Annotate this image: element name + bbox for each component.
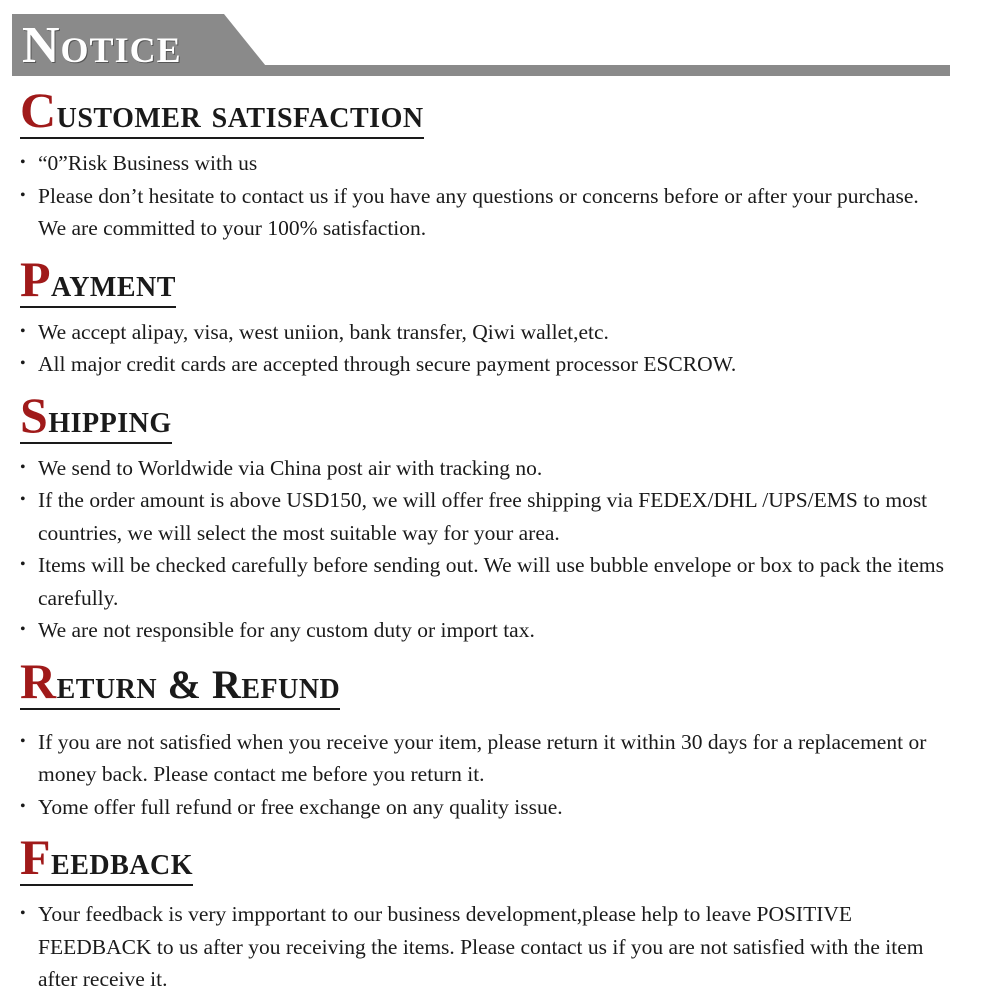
list-item: • We are not responsible for any custom duty or import tax. <box>20 614 950 647</box>
bullet-list <box>20 726 950 824</box>
bullet-list <box>20 898 950 996</box>
section-title: Feedback <box>20 829 194 885</box>
list-item: • We send to Worldwide via China post air with tracking no. <box>20 452 950 485</box>
banner-rule <box>242 65 950 76</box>
page-title: Notice <box>22 17 182 74</box>
section-title: Return & Refund <box>20 652 341 709</box>
list-item: • Yome offer full refund or free exchange on any quality issue. <box>20 791 950 824</box>
section-title: Customer satisfaction <box>20 82 424 138</box>
section-payment <box>20 250 950 381</box>
section-return-refund <box>20 652 950 824</box>
section-title: Shipping <box>20 386 172 443</box>
list-item: • Your feedback is very impportant to our business development,please help to leave POSITIVE FEEDBACK to us after you receiving the items. Please contact us if you are not satisfied with the item after receive it. <box>20 898 950 996</box>
bullet-list <box>20 452 950 647</box>
section-title: Payment <box>20 250 176 307</box>
list-item: • Items will be checked carefully before sending out. We will use bubble envelope or box to pack the items carefully. <box>20 549 950 614</box>
section-feedback <box>20 829 950 996</box>
list-item: • We accept alipay, visa, west uniion, bank transfer, Qiwi wallet,etc. <box>20 316 950 349</box>
section-customer-satisfaction <box>20 82 950 245</box>
notice-content <box>20 82 950 1008</box>
section-shipping <box>20 386 950 647</box>
notice-banner <box>12 14 950 76</box>
list-item: • If the order amount is above USD150, we will offer free shipping via FEDEX/DHL /UPS/EMS to most countries, we will select the most suitable way for your area. <box>20 484 950 549</box>
list-item: • All major credit cards are accepted through secure payment processor ESCROW. <box>20 348 950 381</box>
bullet-list <box>20 147 950 245</box>
list-item: • If you are not satisfied when you receive your item, please return it within 30 days for a replacement or money back. Please contact me before you return it. <box>20 726 950 791</box>
list-item: • “0”Risk Business with us <box>20 147 950 180</box>
list-item: • Please don’t hesitate to contact us if you have any questions or concerns before or after your purchase. We are committed to your 100% satisfaction. <box>20 180 950 245</box>
bullet-list <box>20 316 950 381</box>
